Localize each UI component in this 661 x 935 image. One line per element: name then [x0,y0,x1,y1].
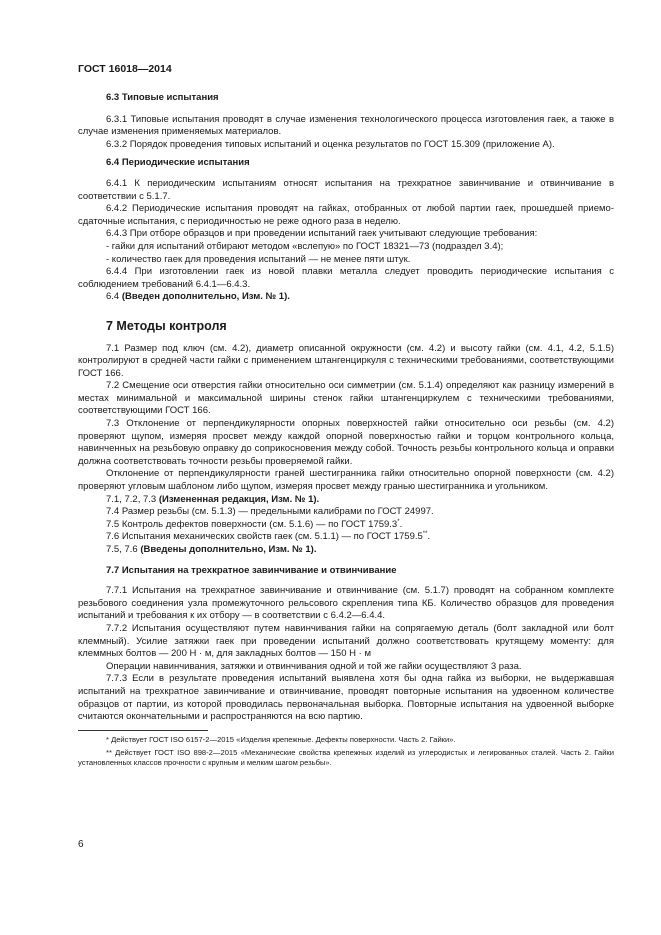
amendment-note-7-1-7-3 [78,494,614,507]
amendment-ref: 6.4 [106,291,122,303]
section-6-4-title: 6.4 Периодические испытания [106,157,250,169]
footnote-ref: ** [422,531,428,538]
amendment-ref: 7.5, 7.6 [106,544,141,555]
footnote-ref: * [397,518,400,525]
paragraph-6-4-3: 6.4.3 При отборе образцов и при проведении испытаний гаек учитывают следующие требования: [106,228,538,240]
paragraph-6-4-2: 6.4.2 Периодические испытания проводят на гайках, отобранных от любой партии гаек, прошедшей приемо-сдаточные испытания, с периодичностью не реже одного раза в неделю. [78,203,614,227]
amendment-text: (Введены дополнительно, Изм. № 1). [140,544,317,555]
paragraph-7-5-end: . [399,518,403,530]
paragraph-7-3-cont: Отклонение от перпендикулярности граней шестигранника гайки относительно опорной поверхности (см. 4.2) проверяют угловым шаблоном либо щупом, измеряя просвет между гранью шестигранника и угольником. [78,468,614,493]
list-item: - гайки для испытаний отбирают методом «вслепую» по ГОСТ 18321—73 (подраздел 3.4); [106,240,504,252]
page-number: 6 [78,839,84,850]
paragraph-7-6-text: 7.6 Испытания механических свойств гаек (см. 5.1.1) — по ГОСТ 1759.5 [106,531,423,543]
paragraph-7-6 [78,531,614,544]
paragraph-7-1: 7.1 Размер под ключ (см. 4.2), диаметр описанной окружности (см. 4.2) и высоту гайки (см. 4.1, 4.2, 5.1.5) контролируют в средней части гайки с применением штангенциркуля с техническими требованиями, соответствующими ГОСТ 166. [78,342,614,379]
amendment-text: (Измененная редакция, Изм. № 1). [158,493,320,505]
paragraph-7-7-1: 7.7.1 Испытания на трехкратное завинчивание и отвинчивание (см. 5.1.7) проводят на собранном комплекте резьбового соединения узла промежуточного рельсового скрепления типа КБ. Количество образцов для проведения испытаний и требования к их отбору — в соответствии с 6.4.2—6.4.4. [78,585,614,622]
paragraph-6-3-2: 6.3.2 Порядок проведения типовых испытаний и оценка результатов по ГОСТ 15.309 (приложение А). [106,138,555,150]
amendment-note-6-4 [78,291,614,304]
paragraph-7-2: 7.2 Смещение оси отверстия гайки относительно оси симметрии (см. 5.1.4) определяют как разницу измерений в местах минимальной и максимальной ширины стенок гайки штангенциркулем с техническими требованиями, соответствующими ГОСТ 166. [78,380,614,417]
section-7-title: 7 Методы контроля [106,318,227,333]
paragraph-7-7-2-cont: Операции навинчивания, затяжки и отвинчивания одной и той же гайки осуществляют 3 раза. [106,660,522,672]
paragraph-7-7-2: 7.7.2 Испытания осуществляют путем навинчивания гайки на сопрягаемую деталь (болт закладной или болт клеммный). Усилие затяжки гаек при проведении испытаний должно соответствовать крутящему моменту: для клеммных болтов — 200 Н · м, для закладных болтов — 150 Н · м [78,622,614,660]
paragraph-7-5 [78,519,614,532]
list-item: - количество гаек для проведения испытаний — не менее пяти штук. [106,253,411,265]
paragraph-7-6-end: . [427,531,431,543]
paragraph-7-5-text: 7.5 Контроль дефектов поверхности (см. 5.1.6) — по ГОСТ 1759.3 [106,518,398,530]
section-6-3-title: 6.3 Типовые испытания [106,92,219,103]
paragraph-6-3-1: 6.3.1 Типовые испытания проводят в случае изменения технологического процесса изготовления гаек, а также в случае изменения применяемых материалов. [78,113,614,138]
footnote-2: ** Действует ГОСТ ISO 898-2—2015 «Механические свойства крепежных изделий из углеродистых и легированных сталей. Часть 2. Гайки установленных классов прочности с крупным и мелким шагом резьбы». [78,747,614,768]
amendment-text: (Введен дополнительно, Изм. № 1). [121,291,290,303]
amendment-note-7-5-7-6 [78,544,614,557]
paragraph-7-4: 7.4 Размер резьбы (см. 5.1.3) — предельными калибрами по ГОСТ 24997. [106,506,434,518]
section-7-7-title: 7.7 Испытания на трехкратное завинчивание и отвинчивание [106,564,397,576]
amendment-ref: 7.1, 7.2, 7.3 [106,493,159,505]
paragraph-6-4-1: 6.4.1 К периодическим испытаниям относят испытания на трехкратное завинчивание и отвинчивание в соответствии с 5.1.7. [78,177,614,202]
paragraph-7-7-3: 7.7.3 Если в результате проведения испытаний выявлена хотя бы одна гайка из выборки, не выдержавшая испытаний на трехкратное завинчивание и отвинчивание, проводят повторные испытания на удвоенном количестве образцов от партии, из которой проводилась первоначальная выборка. Повторные испытания на удвоенной выборке считаются окончательными и распространяются на всю партию. [78,673,614,723]
paragraph-6-4-4: 6.4.4 При изготовлении гаек из новой плавки металла следует проводить периодические испытания с соблюдением требований 6.4.1—6.4.3. [78,266,614,290]
document-header: ГОСТ 16018—2014 [78,63,172,75]
paragraph-7-3: 7.3 Отклонение от перпендикулярности опорных поверхностей гайки относительно оси резьбы (см. 4.2) проверяют щупом, измеряя просвет между каждой опорной поверхностью гайки и торцом контрольного кольца, навинченных на резьбовую оправку до соприкосновения между собой. Точность резьбы контрольного кольца и оправки должна соответствовать точности резьбы проверяемой гайки. [78,418,614,467]
footnote-1: * Действует ГОСТ ISO 6157-2—2015 «Изделия крепежные. Дефекты поверхности. Часть 2. Гайки». [106,734,456,744]
page-body [78,90,614,768]
